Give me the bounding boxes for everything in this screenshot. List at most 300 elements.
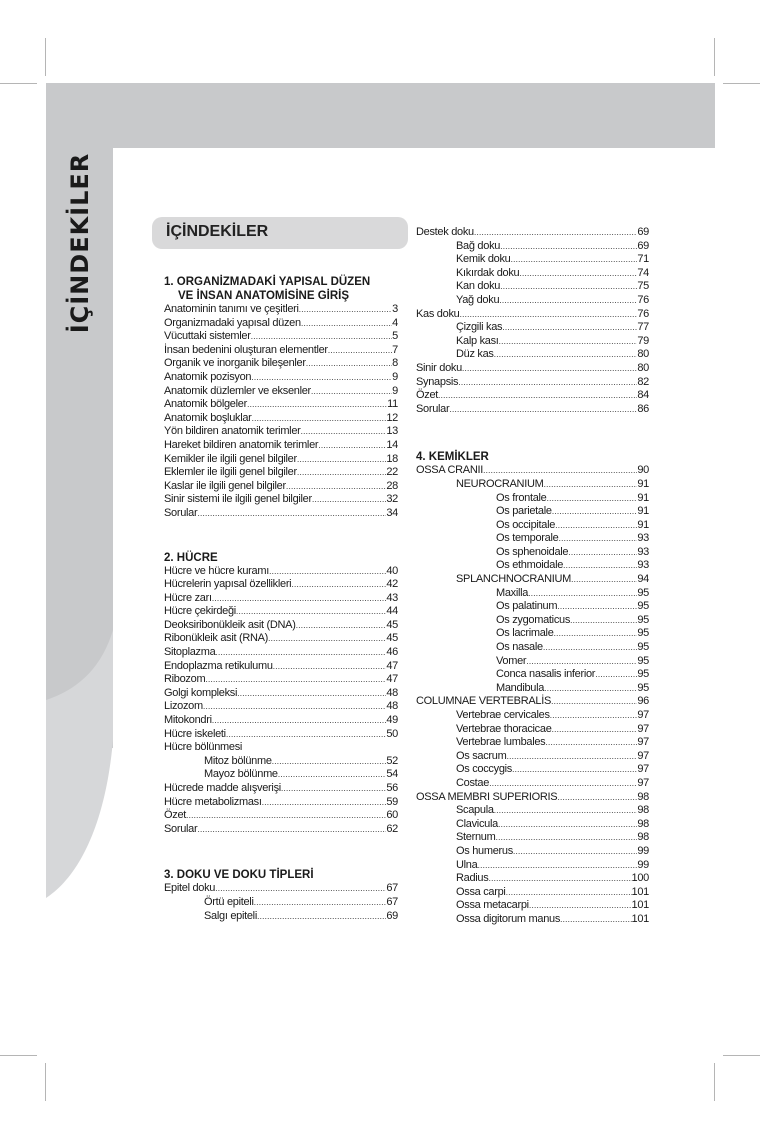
toc-entry-title: Yağ doku	[456, 293, 500, 306]
dot-leader	[272, 755, 387, 769]
dot-leader	[297, 466, 386, 480]
dot-leader	[502, 321, 637, 335]
toc-entry-title: Endoplazma retikulumu	[164, 659, 273, 672]
toc-entry[interactable]	[164, 371, 398, 385]
toc-entry[interactable]	[416, 872, 649, 886]
toc-entry-title: Kan doku	[456, 280, 501, 293]
toc-entry-page: 97	[637, 709, 649, 721]
toc-entry-page: 71	[637, 253, 649, 266]
dot-leader	[251, 330, 393, 344]
dot-leader	[526, 655, 637, 669]
dot-leader	[297, 453, 386, 467]
section-gap	[416, 416, 649, 450]
toc-entry[interactable]	[416, 641, 649, 655]
toc-entry[interactable]	[416, 709, 649, 723]
toc-entry[interactable]	[416, 655, 649, 669]
toc-entry[interactable]	[416, 389, 649, 403]
title-box	[152, 217, 408, 249]
toc-entry-title: Sinir doku	[416, 361, 462, 374]
toc-entry-page: 97	[637, 749, 649, 762]
toc-entry-title: Mitokondri	[164, 714, 212, 727]
toc-entry[interactable]	[416, 600, 649, 614]
toc-entry[interactable]	[164, 700, 398, 714]
toc-entry-page: 7	[392, 343, 398, 356]
toc-entry-title: Ossa digitorum manus	[456, 912, 561, 925]
toc-entry-page: 8	[392, 357, 398, 370]
toc-entry-title: NEUROCRANIUM	[456, 477, 544, 490]
toc-entry[interactable]	[164, 565, 398, 579]
toc-entry-page: 101	[631, 899, 649, 912]
toc-entry-page: 69	[637, 239, 649, 252]
toc-entry[interactable]	[164, 714, 398, 728]
toc-entry-title: Mandibula	[496, 681, 545, 694]
toc-entry-page: 96	[637, 695, 649, 708]
toc-entry[interactable]	[416, 492, 649, 506]
toc-entry[interactable]	[416, 763, 649, 777]
dot-leader	[488, 872, 631, 886]
toc-entry[interactable]	[164, 344, 398, 358]
section-heading	[416, 450, 649, 464]
dot-leader	[552, 505, 638, 519]
toc-entry[interactable]	[164, 782, 398, 796]
toc-entry[interactable]	[416, 845, 649, 859]
toc-entry[interactable]	[164, 439, 398, 453]
toc-entry-page: 91	[637, 491, 649, 504]
dot-leader	[262, 796, 387, 810]
toc-entry-title: Golgi kompleksi	[164, 686, 238, 699]
toc-entry-title: OSSA CRANII	[416, 464, 483, 477]
dot-leader	[474, 226, 638, 240]
toc-entry[interactable]	[416, 750, 649, 764]
toc-entry[interactable]	[416, 403, 649, 417]
toc-entry-page: 100	[631, 872, 649, 885]
dot-leader	[547, 492, 638, 506]
toc-entry[interactable]	[164, 882, 398, 896]
toc-entry-title: Sorular	[164, 822, 198, 835]
toc-entry-page: 91	[637, 505, 649, 518]
toc-entry-title: Lizozom	[164, 700, 203, 713]
toc-entry-title: Vertebrae cervicales	[456, 709, 550, 721]
toc-entry[interactable]	[164, 687, 398, 701]
dot-leader	[498, 818, 637, 832]
dot-leader	[544, 682, 637, 696]
toc-entry[interactable]	[164, 728, 398, 742]
toc-entry-title: Anatomik pozisyon	[164, 370, 252, 383]
dot-leader	[269, 565, 386, 579]
dot-leader	[254, 896, 387, 910]
toc-entry[interactable]	[164, 646, 398, 660]
toc-entry-page: 44	[386, 605, 398, 618]
dot-leader	[273, 660, 387, 674]
toc-entry-title: Hücre zarı	[164, 591, 212, 604]
dot-leader	[513, 845, 637, 859]
toc-entry-title: Özet	[416, 389, 439, 402]
toc-entry-page: 11	[387, 398, 398, 411]
toc-entry[interactable]	[416, 736, 649, 750]
toc-entry[interactable]	[164, 768, 398, 782]
crop-mark-top-right-v	[714, 38, 715, 76]
toc-entry[interactable]	[416, 519, 649, 533]
dot-leader	[212, 714, 387, 728]
dot-leader	[500, 240, 637, 254]
dot-leader	[528, 587, 637, 601]
toc-entry-page: 93	[637, 532, 649, 545]
toc-entry[interactable]	[416, 886, 649, 900]
toc-entry[interactable]	[416, 267, 649, 281]
toc-entry[interactable]	[164, 303, 398, 317]
crop-mark-bottom-left-v	[45, 1063, 46, 1101]
toc-entry-page: 52	[386, 754, 398, 767]
toc-entry-title: Anatomik bölgeler	[164, 398, 247, 411]
dot-leader	[186, 809, 386, 823]
toc-entry-page: 93	[637, 545, 649, 558]
toc-entry[interactable]	[416, 546, 649, 560]
toc-entry[interactable]	[164, 578, 398, 592]
toc-entry-title: Sorular	[164, 506, 198, 519]
toc-entry[interactable]	[164, 466, 398, 480]
toc-entry[interactable]	[416, 587, 649, 601]
toc-entry[interactable]	[164, 632, 398, 646]
dot-leader	[499, 294, 637, 308]
toc-entry-page: 95	[637, 627, 649, 640]
crop-mark-top-right-h	[723, 83, 760, 84]
toc-entry[interactable]	[164, 605, 398, 619]
toc-entry-title: Kemikler ile ilgili genel bilgiler	[164, 452, 297, 465]
toc-entry[interactable]	[164, 330, 398, 344]
dot-leader	[203, 700, 386, 714]
toc-entry-title: Hücre iskeleti	[164, 727, 226, 740]
toc-entry-title: Mitoz bölünme	[204, 754, 272, 767]
toc-entry[interactable]	[416, 804, 649, 818]
dot-leader	[489, 777, 637, 791]
section-gap	[164, 521, 398, 551]
toc-entry[interactable]	[164, 453, 398, 467]
toc-entry[interactable]	[416, 818, 649, 832]
toc-entry-title: İnsan bedenini oluşturan elementler	[164, 343, 328, 356]
dot-leader	[568, 546, 637, 560]
toc-entry-title: Salgı epiteli	[204, 909, 257, 922]
dot-leader	[506, 886, 632, 900]
toc-entry[interactable]	[164, 823, 398, 837]
toc-entry[interactable]	[416, 573, 649, 587]
toc-entry-title: Hücre çekirdeği	[164, 605, 236, 618]
toc-entry-page: 22	[386, 466, 398, 479]
toc-entry-page: 14	[386, 438, 398, 451]
toc-entry-page: 76	[637, 307, 649, 320]
toc-entry-page: 3	[392, 303, 398, 315]
dot-leader	[543, 478, 637, 492]
toc-entry[interactable]	[416, 723, 649, 737]
toc-entry-page: 9	[392, 370, 398, 383]
dot-leader	[252, 412, 387, 426]
toc-entry-page: 86	[637, 402, 649, 415]
toc-entry-page: 95	[637, 668, 649, 681]
toc-entry[interactable]	[164, 357, 398, 371]
toc-entry[interactable]	[164, 507, 398, 521]
toc-right-column	[416, 226, 649, 927]
toc-entry-page: 48	[386, 686, 398, 699]
toc-entry-title: Hücre bölünmesi	[164, 741, 243, 754]
dot-leader	[311, 385, 392, 399]
toc-entry-title: Anatominin tanımı ve çeşitleri	[164, 303, 299, 315]
toc-entry-page: 74	[637, 266, 649, 279]
dot-leader	[301, 317, 392, 331]
section-heading	[164, 275, 398, 303]
dot-leader	[257, 910, 386, 924]
toc-entry[interactable]	[416, 321, 649, 335]
toc-entry-page: 56	[386, 782, 398, 794]
toc-entry-title: Kıkırdak doku	[456, 266, 520, 279]
dot-leader	[570, 614, 637, 628]
dot-leader	[545, 736, 637, 750]
toc-entry-page: 48	[386, 700, 398, 713]
toc-entry-title: Maxilla	[496, 586, 529, 599]
toc-entry-title: Örtü epiteli	[204, 895, 254, 908]
section-heading-line1: 1. ORGANİZMADAKİ YAPISAL DÜZEN	[164, 276, 371, 288]
toc-entry[interactable]	[164, 796, 398, 810]
toc-entry-page: 40	[386, 564, 398, 577]
toc-entry[interactable]	[164, 896, 398, 910]
toc-entry-page: 13	[386, 425, 398, 438]
toc-entry-page: 18	[386, 452, 398, 465]
toc-entry[interactable]	[416, 682, 649, 696]
toc-entry-page: 67	[386, 895, 398, 908]
toc-entry-page: 95	[637, 654, 649, 667]
toc-entry-title: Epitel doku	[164, 882, 216, 895]
toc-entry[interactable]	[416, 831, 649, 845]
crop-mark-bottom-left-h	[0, 1055, 37, 1056]
dot-leader	[563, 559, 637, 573]
toc-entry[interactable]	[416, 614, 649, 628]
toc-entry[interactable]	[416, 253, 649, 267]
dot-leader	[494, 348, 638, 362]
section-heading	[164, 868, 398, 882]
toc-entry[interactable]	[416, 240, 649, 254]
toc-entry-page: 99	[637, 858, 649, 871]
toc-entry-title: Os zygomaticus	[496, 613, 571, 626]
toc-entry-page: 54	[386, 768, 398, 781]
toc-entry-title: Os frontale	[496, 491, 547, 504]
dot-leader	[318, 439, 386, 453]
toc-entry-title: Hücrelerin yapısal özellikleri	[164, 578, 292, 591]
toc-entry[interactable]	[164, 412, 398, 426]
dot-leader	[449, 403, 637, 417]
toc-entry-page: 98	[637, 804, 649, 817]
toc-entry-title: Scapula	[456, 804, 494, 817]
dot-leader	[560, 913, 632, 927]
toc-entry-page: 80	[637, 361, 649, 374]
toc-entry[interactable]	[164, 592, 398, 606]
toc-entry[interactable]	[416, 226, 649, 240]
toc-entry-page: 95	[637, 586, 649, 599]
toc-entry-title: Kaslar ile ilgili genel bilgiler	[164, 479, 286, 492]
toc-entry[interactable]	[416, 791, 649, 805]
dot-leader	[477, 859, 637, 873]
toc-entry-title: Synapsis	[416, 375, 459, 388]
toc-entry-title: Deoksiribonükleik asit (DNA)	[164, 618, 296, 631]
toc-entry-title: Os coccygis	[456, 763, 512, 776]
toc-entry[interactable]	[416, 777, 649, 791]
section-heading	[164, 551, 398, 565]
dot-leader	[286, 480, 387, 494]
toc-entry[interactable]	[164, 385, 398, 399]
dot-leader	[205, 673, 386, 687]
dot-leader	[462, 362, 637, 376]
toc-entry-page: 95	[637, 600, 649, 613]
toc-entry-page: 80	[637, 348, 649, 361]
toc-entry[interactable]	[164, 480, 398, 494]
dot-leader	[237, 687, 386, 701]
toc-entry-page: 45	[386, 632, 398, 645]
side-swoosh	[46, 600, 116, 900]
dot-leader	[595, 668, 637, 682]
toc-entry[interactable]	[416, 362, 649, 376]
toc-entry-page: 101	[631, 885, 649, 898]
crop-mark-top-left-h	[0, 83, 37, 84]
toc-entry-title: Conca nasalis inferior	[496, 668, 596, 681]
toc-entry-title: Os lacrimale	[496, 627, 554, 640]
dot-leader	[495, 831, 637, 845]
toc-entry-page: 99	[637, 844, 649, 857]
toc-entry-title: Bağ doku	[456, 239, 501, 252]
toc-entry-page: 46	[386, 646, 398, 659]
dot-leader	[197, 823, 386, 837]
toc-entry-page: 76	[637, 293, 649, 306]
toc-entry-title: Ribozom	[164, 673, 206, 686]
toc-entry-title: Clavicula	[456, 817, 498, 830]
toc-entry[interactable]	[416, 532, 649, 546]
toc-entry[interactable]	[164, 425, 398, 439]
toc-entry[interactable]	[164, 660, 398, 674]
toc-entry-title: Costae	[456, 776, 490, 789]
toc-entry[interactable]	[416, 308, 649, 322]
toc-entry-page: 5	[392, 330, 398, 343]
toc-entry[interactable]	[416, 280, 649, 294]
toc-entry-title: Yön bildiren anatomik terimler	[164, 425, 301, 438]
dot-leader	[500, 280, 637, 294]
toc-entry[interactable]	[416, 464, 649, 478]
toc-entry[interactable]	[164, 673, 398, 687]
toc-entry[interactable]	[164, 619, 398, 633]
toc-entry-page: 43	[386, 591, 398, 604]
section-gap	[164, 836, 398, 868]
toc-entry-page: 82	[637, 375, 649, 388]
toc-entry-page: 4	[392, 316, 398, 329]
toc-entry-title: Çizgili kas	[456, 321, 503, 334]
toc-entry[interactable]	[416, 668, 649, 682]
toc-entry-page: 101	[631, 912, 649, 925]
toc-entry-page: 9	[392, 384, 398, 397]
toc-entry-page: 28	[386, 479, 398, 492]
toc-entry-page: 69	[386, 909, 398, 922]
toc-entry-title: Hücrede madde alışverişi	[164, 782, 281, 794]
toc-entry[interactable]	[416, 294, 649, 308]
toc-entry-page: 97	[637, 776, 649, 789]
toc-entry-page: 67	[386, 882, 398, 895]
toc-entry-page: 97	[637, 763, 649, 776]
toc-entry-title: SPLANCHNOCRANIUM	[456, 573, 571, 586]
toc-entry-title: Vertebrae lumbales	[456, 736, 546, 749]
toc-entry[interactable]	[416, 505, 649, 519]
toc-entry-page: 95	[637, 681, 649, 694]
dot-leader	[529, 899, 632, 913]
toc-entry[interactable]	[416, 913, 649, 927]
toc-entry[interactable]	[416, 899, 649, 913]
toc-entry-title: Hücre ve hücre kuramı	[164, 564, 269, 577]
toc-entry-title: Os palatinum	[496, 600, 558, 613]
toc-entry[interactable]	[416, 478, 649, 492]
dot-leader	[551, 695, 637, 709]
toc-entry-title: Eklemler ile ilgili genel bilgiler	[164, 466, 297, 479]
toc-entry[interactable]	[416, 335, 649, 349]
toc-entry[interactable]	[416, 376, 649, 390]
toc-entry[interactable]	[164, 755, 398, 769]
toc-entry-title: Os occipitale	[496, 518, 556, 531]
dot-leader	[510, 253, 637, 267]
dot-leader	[236, 605, 386, 619]
dot-leader	[557, 791, 637, 805]
toc-entry-title: Os sacrum	[456, 749, 507, 762]
toc-entry-page: 91	[637, 477, 649, 490]
section-heading-line1: 4. KEMİKLER	[416, 451, 489, 464]
toc-entry-page: 47	[386, 659, 398, 672]
side-title-text: İÇİNDEKİLER	[66, 152, 94, 334]
toc-entry-page: 49	[386, 714, 398, 727]
dot-leader	[543, 641, 638, 655]
toc-entry[interactable]	[416, 627, 649, 641]
toc-entry[interactable]	[164, 493, 398, 507]
toc-entry[interactable]	[416, 859, 649, 873]
toc-entry-title: Os nasale	[496, 641, 543, 654]
dot-leader	[215, 882, 386, 896]
dot-leader	[247, 398, 387, 412]
toc-entry[interactable]	[164, 741, 398, 755]
toc-entry-page: 91	[637, 518, 649, 531]
toc-entry-title: Vücuttaki sistemler	[164, 330, 251, 343]
toc-entry[interactable]	[416, 348, 649, 362]
toc-entry-title: Radius	[456, 872, 489, 885]
page-title: İÇİNDEKİLER	[166, 223, 269, 240]
toc-entry-page: 97	[637, 736, 649, 749]
dot-leader	[483, 464, 637, 478]
toc-entry[interactable]	[164, 317, 398, 331]
toc-entry-title: COLUMNAE VERTEBRALİS	[416, 695, 552, 708]
toc-entry-title: Sternum	[456, 831, 496, 844]
toc-entry[interactable]	[416, 695, 649, 709]
toc-entry-page: 69	[637, 226, 649, 238]
toc-entry-title: Sitoplazma	[164, 646, 216, 659]
toc-entry-page: 95	[637, 641, 649, 654]
toc-entry-title: Os humerus	[456, 844, 513, 857]
toc-entry-title: Anatomik düzlemler ve eksenler	[164, 384, 311, 397]
toc-entry-title: Kalp kası	[456, 334, 499, 347]
toc-entry-title: Düz kas	[456, 348, 494, 361]
toc-entry[interactable]	[416, 559, 649, 573]
toc-entry-page: 47	[386, 673, 398, 686]
toc-entry[interactable]	[164, 809, 398, 823]
toc-entry[interactable]	[164, 398, 398, 412]
header-band	[46, 83, 715, 148]
toc-entry-title: Ossa carpi	[456, 885, 506, 898]
dot-leader	[499, 335, 638, 349]
toc-entry[interactable]	[164, 910, 398, 924]
toc-entry-page: 34	[386, 506, 398, 519]
side-title	[60, 148, 100, 338]
toc-entry-title: Hareket bildiren anatomik terimler	[164, 438, 319, 451]
dot-leader	[458, 376, 637, 390]
toc-entry-title: Vertebrae thoracicae	[456, 722, 552, 735]
dot-leader	[438, 389, 637, 403]
